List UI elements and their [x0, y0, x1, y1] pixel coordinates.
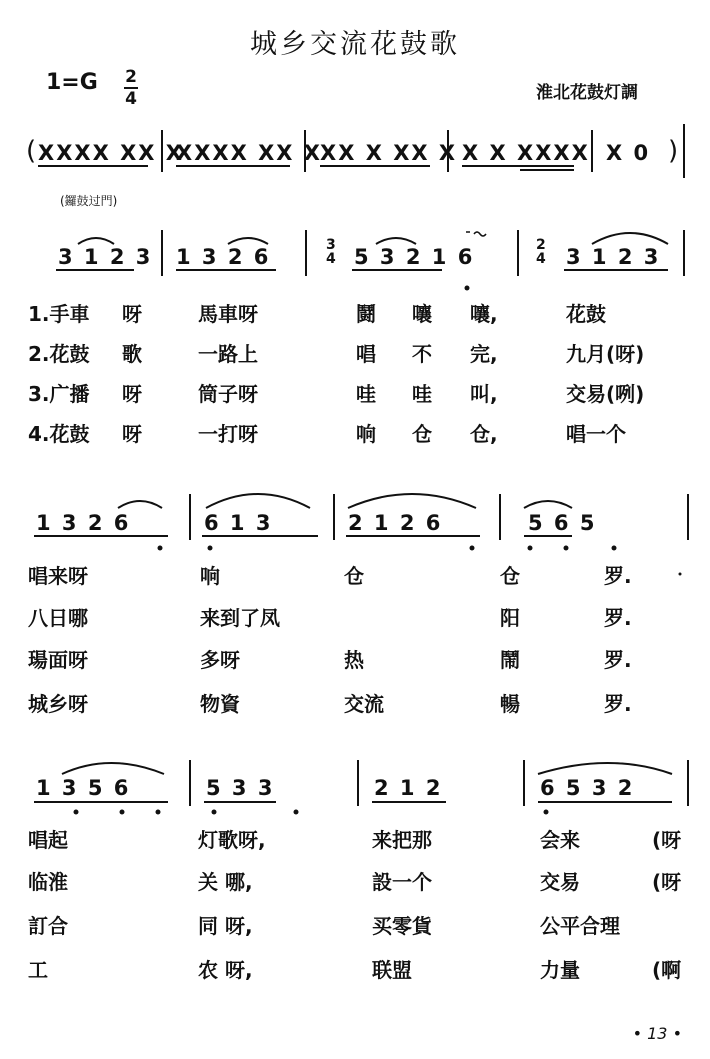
lyric-syllable: 交易(咧): [566, 382, 645, 406]
intro-measure: X 0: [606, 141, 651, 165]
lyric-syllable: 阳: [500, 606, 520, 630]
lyric-syllable: 九月(呀): [566, 342, 645, 366]
lyric-syllable: 热: [344, 648, 364, 672]
lyric-syllable: 馬車呀: [198, 302, 258, 326]
line1-measure: 1 3 2 6: [176, 245, 271, 269]
tune-source: 淮北花鼓灯調: [536, 83, 638, 103]
lyric-syllable: (呀: [652, 828, 682, 852]
lyric-syllable: 关 哪,: [198, 870, 253, 894]
lyric-syllable: 歌: [122, 342, 142, 366]
lyric-syllable: 罗.: [604, 606, 632, 630]
intro-measure: XXXX XX X: [176, 141, 322, 165]
song-title: 城乡交流花鼓歌: [250, 29, 460, 60]
lyric-syllable: (呀: [652, 870, 682, 894]
lyric-syllable: 响: [356, 422, 376, 446]
lyric-syllable: 哇: [412, 382, 432, 406]
lyric-syllable: 交流: [344, 692, 384, 716]
lyric-syllable: 唱一个: [566, 422, 626, 446]
lyric-syllable: 交易: [540, 870, 580, 894]
line2-measure: 5 6 5: [528, 511, 597, 535]
lyric-syllable: 罗.: [604, 564, 632, 588]
line1-measure: 3 1 2 3: [58, 245, 153, 269]
lyric-syllable: 公平合理: [540, 914, 620, 938]
lyric-syllable: 力量: [540, 958, 580, 982]
line3-measure: 2 1 2: [374, 776, 443, 800]
lyric-syllable: 一打呀: [198, 422, 258, 446]
lyric-syllable: 設一个: [372, 870, 432, 894]
lyric-syllable: 买零貨: [372, 914, 432, 938]
lyric-syllable: 4.花鼓: [28, 422, 90, 446]
lyric-syllable: 响: [200, 564, 220, 588]
lyric-syllable: 3.广播: [28, 382, 90, 406]
lyric-syllable: 花鼓: [566, 302, 606, 326]
lyric-syllable: 鬧: [500, 648, 520, 672]
lyric-syllable: 会来: [540, 828, 580, 852]
lyric-syllable: 不: [412, 342, 432, 366]
lyric-syllable: 联盟: [372, 958, 412, 982]
lyric-syllable: 仓: [412, 422, 432, 446]
line3-measure: 6 5 3 2: [540, 776, 635, 800]
lyric-syllable: 唱来呀: [28, 564, 88, 588]
intro-open-paren: (: [26, 136, 37, 166]
lyric-syllable: 农 呀,: [198, 958, 253, 982]
lyric-syllable: 同 呀,: [198, 914, 253, 938]
line3-measure: 1 3 5 6: [36, 776, 131, 800]
lyric-syllable: 唱起: [28, 828, 68, 852]
lyric-syllable: 工: [28, 958, 48, 982]
lyric-syllable: 罗.: [604, 692, 632, 716]
lyric-syllable: 完,: [470, 342, 498, 366]
intro-note: (鑼鼓过門): [60, 194, 118, 208]
lyric-syllable: 城乡呀: [28, 692, 88, 716]
lyric-syllable: 訂合: [28, 914, 68, 938]
lyric-syllable: 筒子呀: [198, 382, 258, 406]
key-signature: 1=G: [46, 70, 98, 95]
line2-measure: 1 3 2 6: [36, 511, 131, 535]
lyric-syllable: 2.花鼓: [28, 342, 90, 366]
page-number: • 13 •: [632, 1024, 682, 1043]
lyric-syllable: 鬪: [356, 302, 376, 326]
lyric-syllable: 一路上: [198, 342, 258, 366]
line1-measure: 5 3 2 1 6: [354, 245, 475, 269]
lyric-syllable: 暢: [500, 692, 520, 716]
line1-measure: 3 1 2 3: [566, 245, 661, 269]
lyric-syllable: 灯歌呀,: [198, 828, 266, 852]
meter-change: 3 4: [326, 237, 336, 267]
lyric-syllable: 临淮: [28, 870, 68, 894]
lyric-syllable: 呀: [122, 382, 142, 406]
meter-change: 2 4: [536, 237, 546, 267]
line2-measure: 2 1 2 6: [348, 511, 443, 535]
time-signature: 2 4: [125, 67, 137, 109]
intro-measure: XXXX XX X: [38, 141, 184, 165]
intro-measure: X X XXXX: [462, 141, 590, 165]
lyric-syllable: 仓: [500, 564, 520, 588]
lyric-syllable: 八日哪: [28, 606, 88, 630]
lyric-syllable: (啊: [652, 958, 682, 982]
line3-measure: 5 3 3: [206, 776, 275, 800]
lyric-syllable: 1.手車: [28, 302, 90, 326]
lyric-syllable: 仓,: [470, 422, 498, 446]
lyric-syllable: 多呀: [200, 648, 240, 672]
lyric-syllable: 物資: [200, 692, 240, 716]
intro-measure: XX X XX X: [320, 141, 458, 165]
lyric-syllable: 呀: [122, 422, 142, 446]
lyric-syllable: 叫,: [470, 382, 498, 406]
lyric-syllable: 哇: [356, 382, 376, 406]
line2-measure: 6 1 3: [204, 511, 273, 535]
lyric-syllable: 罗.: [604, 648, 632, 672]
lyric-syllable: 呀: [122, 302, 142, 326]
lyric-syllable: 唱: [356, 342, 376, 366]
lyric-syllable: 嚷: [412, 302, 432, 326]
lyric-syllable: 嚷,: [470, 302, 498, 326]
lyric-syllable: 瑒面呀: [28, 648, 88, 672]
lyric-syllable: 来到了凤: [200, 606, 280, 630]
intro-close-paren: ): [668, 136, 679, 166]
lyric-syllable: 仓: [344, 564, 364, 588]
lyric-syllable: 来把那: [372, 828, 432, 852]
